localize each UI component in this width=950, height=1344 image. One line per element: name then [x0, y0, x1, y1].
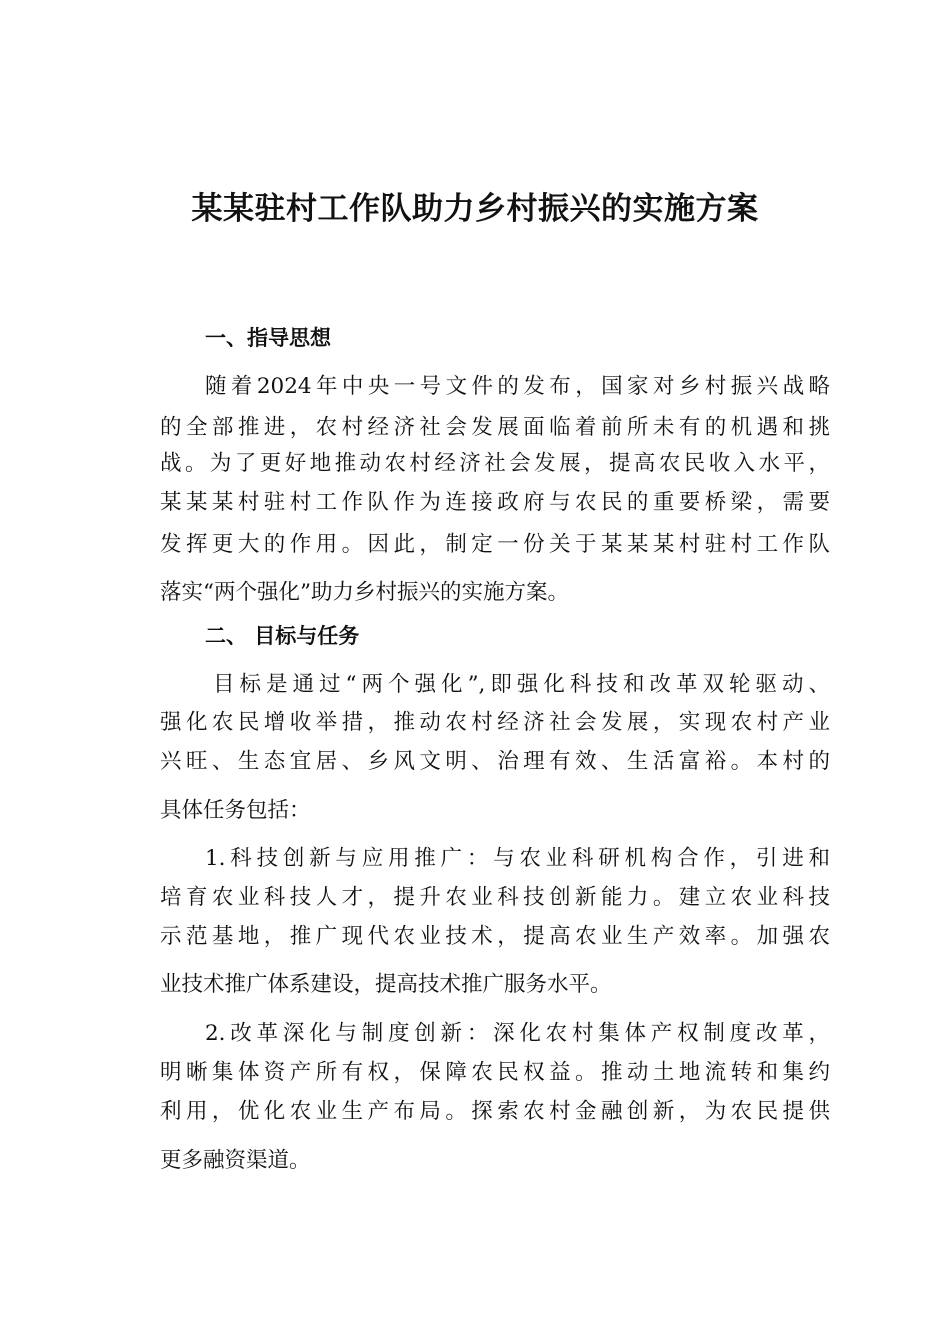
paragraph-line: 示范基地，推广现代农业技术，提高农业生产效率。加强农 [160, 924, 830, 949]
list-item-reform-deepening: 2.改革深化与制度创新：深化农村集体产权制度改革， [205, 1021, 830, 1046]
paragraph-line: 发挥更大的作用。因此，制定一份关于某某某村驻村工作队 [160, 532, 830, 557]
paragraph-line: 某某某村驻村工作队作为连接政府与农民的重要桥梁，需要 [160, 490, 830, 515]
section-heading-goals-tasks: 二、 目标与任务 [205, 624, 360, 648]
section-heading-guiding-ideology: 一、指导思想 [205, 326, 331, 350]
paragraph-line: 培育农业科技人才，提升农业科技创新能力。建立农业科技 [160, 885, 830, 910]
paragraph-line: 的全部推进，农村经济社会发展面临着前所未有的机遇和挑 [160, 415, 830, 440]
paragraph-line: 战。为了更好地推动农村经济社会发展，提高农民收入水平， [160, 451, 830, 476]
list-item-tech-innovation: 1.科技创新与应用推广：与农业科研机构合作，引进和 [205, 846, 830, 871]
paragraph-line: 具体任务包括： [160, 798, 311, 823]
paragraph-line: 更多融资渠道。 [160, 1148, 311, 1173]
paragraph-line: 利用，优化农业生产布局。探索农村金融创新，为农民提供 [160, 1099, 830, 1124]
paragraph-line: 明晰集体资产所有权，保障农民权益。推动土地流转和集约 [160, 1060, 830, 1085]
paragraph-line: 业技术推广体系建设，提高技术推广服务水平。 [160, 972, 612, 997]
paragraph-line: 随着2024年中央一号文件的发布，国家对乡村振兴战略 [205, 374, 830, 399]
paragraph-line: 强化农民增收举措，推动农村经济社会发展，实现农村产业 [160, 710, 830, 735]
paragraph-line: 落实“两个强化”助力乡村振兴的实施方案。 [160, 580, 569, 605]
paragraph-line: 兴旺、生态宜居、乡风文明、治理有效、生活富裕。本村的 [160, 749, 830, 774]
paragraph-line: 目标是通过“两个强化”,即强化科技和改革双轮驱动、 [213, 672, 830, 697]
document-title: 某某驻村工作队助力乡村振兴的实施方案 [191, 191, 759, 227]
